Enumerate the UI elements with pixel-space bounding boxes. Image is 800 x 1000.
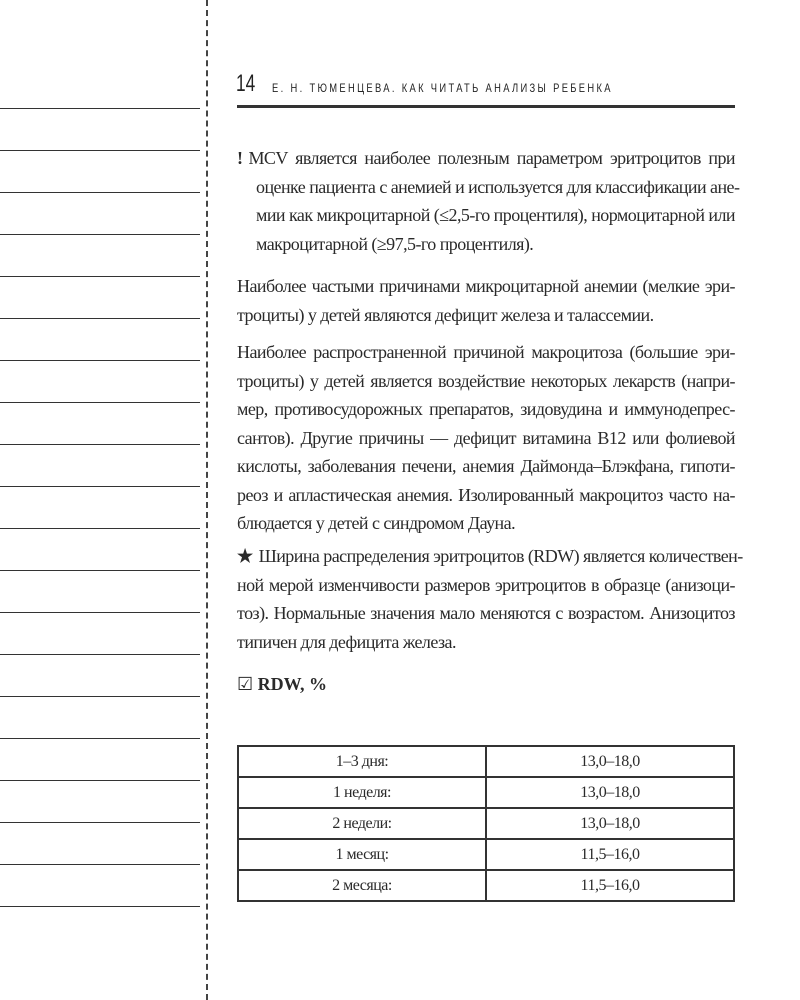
cell-range: 11,5–16,0 [486,870,734,901]
exclamation-icon: ! [237,148,243,168]
note-mcv [237,144,740,258]
cell-age: 2 недели: [238,808,486,839]
cell-age: 1–3 дня: [238,746,486,777]
note-line [0,528,200,529]
note-line [0,738,200,739]
rdw-table [237,745,735,902]
cell-range: 13,0–18,0 [486,808,734,839]
text-line: блюдается у детей с синдромом Дауна. [237,513,516,533]
checkbox-icon: ☑ [237,674,254,694]
note-line [0,108,200,109]
note-line [0,570,200,571]
star-icon: ★ [237,546,253,566]
note-line [0,822,200,823]
text-line: сантов). Другие причины — дефицит витамина B12 или фолиевой [237,427,735,448]
note-line [0,192,200,193]
note-line [0,696,200,697]
note-line [0,780,200,781]
text-line: кислоты, заболевания печени, анемия Даймонда–Блэкфана, гипоти- [237,456,735,476]
paragraph-microcytic [237,272,735,329]
paragraph-macrocytosis [237,338,735,538]
running-title: Е. Н. ТЮМЕНЦЕВА. КАК ЧИТАТЬ АНАЛИЗЫ РЕБЕНКА [272,81,613,95]
cell-range: 11,5–16,0 [486,839,734,870]
cell-range: 13,0–18,0 [486,777,734,808]
note-line [0,402,200,403]
note-rdw [237,542,743,656]
cell-age: 1 месяц: [238,839,486,870]
text-line: типичен для дефицита железа. [237,631,456,652]
note-line [0,654,200,655]
text-line-content: MCV является наиболее полезным параметром эритроцитов при [248,148,735,168]
note-line [0,486,200,487]
note-line [0,612,200,613]
note-line [0,864,200,865]
table-row [238,839,734,870]
note-line [0,234,200,235]
text-line: мер, противосудорожных препаратов, зидовудина и иммунодепрес- [237,399,735,419]
text-line: троциты) у детей является воздействие некоторых лекарств (напри- [237,370,735,391]
cell-age: 1 неделя: [238,777,486,808]
text-line: троциты) у детей являются дефицит железа и талассемии. [237,304,654,325]
note-line [0,276,200,277]
cut-line-divider [206,0,208,1000]
note-line [0,360,200,361]
note-line [0,318,200,319]
page-number: 14 [236,70,256,97]
text-line [237,542,743,571]
cell-age: 2 месяца: [238,870,486,901]
rdw-heading-label: RDW, % [257,674,327,694]
table-row [238,777,734,808]
table-row [238,870,734,901]
note-line [0,444,200,445]
header-rule [237,105,735,108]
text-line: Наиболее распространенной причиной макроцитоза (большие эри- [237,342,735,362]
note-line [0,150,200,151]
text-line: оценке пациента с анемией и используется для классификации ане- [256,176,740,197]
table-row [238,746,734,777]
rdw-heading [237,674,327,695]
note-line [0,906,200,907]
cell-range: 13,0–18,0 [486,746,734,777]
text-line: макроцитарной (≥97,5-го процентиля). [256,233,534,254]
text-line: ной мерой изменчивости размеров эритроцитов в образце (анизоци- [237,574,735,595]
text-line: Наиболее частыми причинами микроцитарной анемии (мелкие эри- [237,276,735,296]
text-line [237,144,735,173]
text-line: реоз и апластическая анемия. Изолированный макроцитоз часто на- [237,484,735,505]
table-row [238,808,734,839]
text-line-content: Ширина распределения эритроцитов (RDW) является количествен- [258,546,743,566]
text-line: мии как микроцитарной (≤2,5-го процентиля), нормоцитарной или [256,205,735,225]
text-line: тоз). Нормальные значения мало меняются с возрастом. Анизоцитоз [237,603,735,623]
